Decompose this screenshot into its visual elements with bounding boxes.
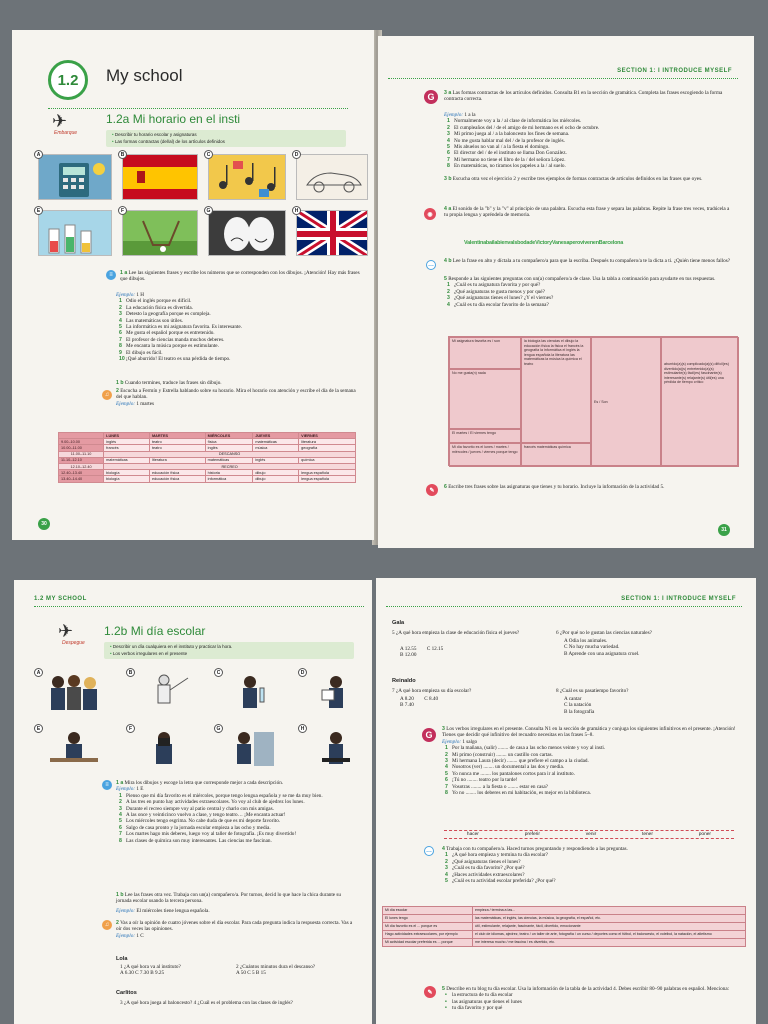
photo-label: E [34,206,43,215]
table-row-break: 11.00–11.10 DESCANSO [59,451,356,457]
divider [48,108,348,109]
list-item: 6 Salgo de casa pronto y la jornada escolar empieza a las ocho y media. [119,824,271,831]
list-item: 3 ¿Cuál es tu día favorito? ¿Por qué? [445,865,525,872]
exercise-4a: 4 a El sonido de la "b" y la "v" al principio de una palabra. Escucha esta frase y separa las palabras. Repite la frase tres veces, tradúcela a tu propia lengua y apréndela de memoria. [444,206,730,219]
grammar-icon: G [424,90,438,104]
table-row-break: 12.10–12.40 RECREO [59,463,356,469]
example-value: 1 H [136,292,144,298]
table-row: Mi día escolar empieza / termina a las... [383,907,746,915]
question-8: 8 ¿Cuál es su pasatiempo favorito? [556,688,629,694]
list-item: • las asignaturas que tienes el lunes [445,998,522,1005]
list-item: 4 Las matemáticas son útiles. [119,317,184,324]
exercise-3a: 3 a Las formas contractas de los artículos definidos. Consulta B1 en la sección de gramática. Completa las frases escogiendo la forma contracta correcta. [444,90,723,103]
photo-label: G [204,206,213,215]
carlitos-questions: 3 ¿A qué hora juega al baloncesto? 4 ¿Cuál es el problema con las clases de inglés? [120,1000,293,1006]
headphones-icon: ♫ [102,390,112,400]
photo-g-leaving-home [224,728,280,768]
list-item: 4 A las once y veinticinco vuelvo a clase, y tengo teatro… ¡Me encanta actuar! [119,812,286,819]
page-31 [378,36,754,548]
photo-label: D [298,668,307,677]
reinaldo-question-7: 7 ¿A qué hora empieza su día escolar? [392,688,472,694]
photo-label: A [34,668,43,677]
verb-box: hacer preferir venir tener poner [444,830,734,839]
gala-question-5: 5 ¿A qué hora empieza la clase de educación física el jueves? [392,630,520,636]
page-33 [376,578,756,1024]
objective-item: • Describir tu horario escolar y asignaturas [112,132,340,139]
list-item: 6 Me gusta el español porque es entretenido. [119,330,215,337]
question-options: A 12.55 C 12.15 B 12.00 [400,646,444,659]
phrase-table [382,906,746,947]
photo-label: C [214,668,223,677]
photo-g-theatre-masks [208,210,286,256]
list-item: 1 ¿A qué hora empieza y termina tu día escolar? [445,852,548,859]
photo-e-student-desk [44,728,104,768]
photo-label: D [292,150,301,159]
table-row: Hago actividades extraescolares, por ejemplo el club de idiomas, ajedrez, teatro / un taller de arte, fotografía / un curso / deportes como el fútbol, el baloncesto, el voleibol, la natación, el atletismo [383,931,746,939]
exercise-1b: 1 b Lee las frases otra vez. Trabaja con un(a) compañero/a. Por turnos, decid lo que hace la chica durante su jornada escolar usando la tercera persona. [116,892,342,905]
section-title: 1.2b Mi día escolar [104,624,206,638]
list-item: 5 Mis abuelos no van al / a la fiesta el domingo. [447,144,550,151]
list-item: 1 Odio el inglés porque es difícil. [119,298,192,305]
exercise-4: 4 Trabaja con tu compañero/a. Haced turnos preguntando y respondiendo a las preguntas. 1 ¿A qué hora empieza y termina tu día escolar? 2 ¿Qué asignaturas tienes el lunes? 3 ¿Cuál es tu día favorito? ¿Por qué? 4 ¿Haces actividades extraescolares? 5 ¿Cuál es tu actividad escolar preferida? ¿Por qué? [442,846,742,884]
exercise-5: 5 Describe en tu blog tu día escolar. Usa la información de la tabla de la actividad 4. Debes escribir 80–90 palabras en español. Menciona: • la estructura de tu día escolar • las asignaturas que tienes el lunes • tu día favorito y por qué [442,986,742,1012]
list-item: 7 El profesor de ciencias manda muchos deberes. [119,336,225,343]
question-6: 6 ¿Por qué no le gustan las ciencias naturales? [556,630,652,636]
photo-c-music [208,154,286,200]
photo-d-reading [308,672,364,712]
list-item: 3 ¿Qué asignaturas tienes el lunes? ¿Y el viernes? [447,295,554,302]
grammar-icon: G [422,728,436,742]
plane-label: Embarque [54,130,78,136]
pencil-icon: ✎ [424,986,436,998]
table-row: Mi día favorito es el ... porque es útil, estimulante, relajante, fascinante, fácil, divertido, emocionante [383,923,746,931]
list-item: 9 El dibujo es fácil. [119,349,163,356]
section-header: SECTION 1: I INTRODUCE MYSELF [621,596,736,602]
chapter-title: My school [106,66,183,85]
list-item: 2 ¿Qué asignaturas te gusta menos y por qué? [447,288,545,295]
table-row: El lunes tengo las matemáticas, el inglés, las ciencias, la música, la geografía, el español, etc. [383,915,746,923]
exercise-1a [120,270,360,283]
photo-label: B [118,150,127,159]
lola-question-1: 1 ¿A qué hora va al instituto? A 6.30 C 7.30 B 9.25 [120,964,181,977]
exercise-3b: 3 b Escucha otra vez el ejercicio 2 y escribe tres ejemplos de formas contractas de artículos definidos en las frases que oyes. [444,176,703,182]
list-item: 8 En matemáticas, no tiramos los papeles a la / al suelo. [447,163,566,170]
speech-icon: … [426,848,432,854]
plane-icon: ✈ [52,111,68,131]
table-row: 12.40–13.40 biología educación física historia dibujo lengua española [59,470,356,476]
list-item: 2 ¿Qué asignaturas tienes el lunes? [445,858,521,865]
list-item: 8 Yo no ........ los deberes en mi habitación, es mejor en la biblioteca. [445,790,591,797]
photo-h-chess [308,728,364,768]
divider [388,78,738,79]
list-item: 7 Los martes hago mis deberes, luego voy al taller de fotografía. ¡Es muy divertido! [119,831,297,838]
section-title: 1.2a Mi horario en el insti [106,112,241,126]
speaker-name: Carlitos [116,990,137,996]
photo-h-uk-flag [296,210,368,256]
headphones-icon: ♫ [102,920,112,930]
list-item: 8 Las clases de química son muy interesantes. Las ciencias me fascinan. [119,837,272,844]
section-header: 1.2 MY SCHOOL [34,596,87,602]
photo-e-science-lab [38,210,112,256]
exercise-1a: 1 a Mira los dibujos y escoge la letra que corresponde mejor a cada descripción. Ejemplo: 1 E 1 Pienso que mi día favorito es el miércoles, porque tengo lengua española y se me da muy bien. 2 A las tres en punto hay actividades extraescolares. Yo voy al club de ajedrez los lunes. 3 Durante el recreo siempre voy al patio central y charlo con mis amigas. 4 A las once y veinticinco vuelvo a clase, y tengo teatro… ¡Me encanta actuar! 5 Los miércoles tengo esgrima. No cabe duda de que es mi deporte favorito. 6 Salgo de casa pronto y la jornada escolar empieza a las ocho y media. 7 Los martes hago mis deberes, luego voy al taller de fotografía. ¡Es muy divertido! 8 Las clases de química son muy interesantes. Las ciencias me fascinan. [116,780,356,844]
list-item: 2 A las tres en punto hay actividades extraescolares. Yo voy al club de ajedrez los lunes. [119,799,305,806]
question-options: A cantar C la natación B la fotografía [564,696,595,715]
divider [386,606,742,607]
table-row: 10.00–11.00 francés teatro inglés música geografía [59,445,356,451]
section-header: SECTION 1: I INTRODUCE MYSELF [617,68,732,74]
photo-label: G [214,724,223,733]
exercise-2: 2 Vas a oír la opinión de cuatro jóvenes sobre el día escolar. Para cada pregunta indica la respuesta correcta. Vas a oír dos veces las opiniones. Ejemplo: 1 C [116,920,353,939]
photo-label: H [298,724,307,733]
speech-icon: … [428,262,434,268]
chapter-badge: 1.2 [48,60,88,100]
photo-b-spain-flag [122,154,198,200]
timetable [58,432,356,483]
list-item: 7 Vosotras ........ a la fiesta o ........ estar en casa? [445,783,548,790]
objectives-box: • Describir un día cualquiera en el instituto y practicar la hora. • Los verbos irregulares en el presente [104,642,354,659]
sound-strip: ValentinabailabienvalsbodadeVictoryVanesaperovivenenBarcelona [464,240,624,246]
table-row: Mi actividad escolar preferida es ... porque me interesa mucho / me fascina / es divertido, etc. [383,939,746,947]
page-32 [14,580,372,1024]
exercise-1b-example: Ejemplo: El miércoles tiene lengua española. [116,908,210,914]
exercise-instruction: Lee las siguientes frases y escribe los números que se corresponden con los dibujos. ¡Atención! Hay más frases que dibujos. [120,270,360,283]
speaker-name: Lola [116,956,128,962]
photo-c-chemistry [224,672,280,712]
list-item: 7 Mi hermano no tiene el libro de la / del señora López. [447,156,566,163]
lola-question-2: 2 ¿Cuántos minutos dura el descanso? A 50 C 5 B 15 [236,964,316,977]
list-item: 4 ¿Cuál es tu día escolar favorito de la semana? [447,301,549,308]
speaker-name: Gala [392,620,405,626]
photo-a-calculator [38,154,112,200]
table-row: 13.40–14.40 biología educación física informática dibujo lengua española [59,476,356,482]
list-item: 5 Yo nunca me ........ los pantalones cortos para ir al instituto. [445,770,575,777]
speaker-name: Reinaldo [392,678,416,684]
list-item: 1 Normalmente voy a la / al clase de informática los miércoles. [447,118,582,125]
photo-a-girls-chatting [44,672,104,712]
list-item: 3 Mi primo juega al / a la baloncesto los fines de semana. [447,131,570,138]
photo-f-camera [136,728,192,768]
sound-icon: ◉ [424,208,436,220]
list-item: 8 Me encanta la música porque es estimulante. [119,343,219,350]
list-item: 5 Los miércoles tengo esgrima. No cabe duda de que es mi deporte favorito. [119,818,281,825]
exercise-5: 5 Responde a las siguientes preguntas con un(a) compañero/a de clase. Usa la tabla a continuación para ayudarte en tus respuestas. 1 ¿Cuál es tu asignatura favorita y por qué? 2 ¿Qué asignaturas te gusta menos y por qué? 3 ¿Qué asignaturas tienes el lunes? ¿Y el viernes? 4 ¿Cuál es tu día escolar favorito de la semana? [444,276,734,308]
bottom-spread [0,556,768,1024]
exercise-2: 2 Escucha a Fermín y Estrella hablando sobre su horario. Mira el horario con atención y escribe el día de la semana del que hablan. Ejemplo: 1 martes [116,388,356,407]
photo-f-hockey [122,210,198,256]
book-icon: ≡ [106,270,116,280]
exercise-3a-list: Ejemplo: 1 a la 1 Normalmente voy a la / al clase de informática los miércoles. 2 El cumpleaños del / de el amigo de mi hermano es el ocho de octubre. 3 Mi primo juega al / a la baloncesto los fines de semana. 4 No me gusta hablar mal del / de la profesor de inglés. 5 Mis abuelos no van al / a la fiesta el domingo. 6 El director del / de el instituto se llama Don González. 7 Mi hermano no tiene el libro de la / del señora López. 8 En matemáticas, no tiramos los papeles a la / al suelo. [444,112,734,170]
question-options: A Odia los animales. C No hay mucha variedad. B Aprende con una asignatura cruel. [564,638,640,657]
objective-item: • Las formas contractas (del/al) de los artículos definidos [112,139,340,146]
list-item: 1 Por la mañana, (salir) ........ de casa a las ocho menos veinte y voy al insti. [445,745,606,752]
exercise-6: 6 Escribe tres frases sobre las asignaturas que tienes y tu horario. Incluye la información de la actividad 5. [444,484,665,490]
photo-b-fencing [136,672,192,712]
list-item: • tu día favorito y por qué [445,1005,503,1012]
objectives-box [106,130,346,147]
photo-label: F [126,724,135,733]
list-item: 10 ¡Qué aburrido! El teatro es una pérdida de tiempo. [119,356,231,363]
book-icon: ≡ [102,780,112,790]
list-item: 6 ¡Tú no ........ teatro por la tarde! [445,777,518,784]
list-item: 3 Detesto la geografía porque es compleja. [119,311,211,318]
plane-label: Despegue [62,640,85,646]
page-30 [12,30,374,540]
table-row: 11.10–12.10 matemáticas literatura matemáticas inglés química [59,457,356,463]
photo-label: B [126,668,135,677]
page-number: 30 [38,518,50,530]
example-label: Ejemplo: [116,292,136,298]
list-item: 2 El cumpleaños del / de el amigo de mi hermano es el ocho de octubre. [447,124,600,131]
exercise-1a-list [116,292,356,362]
list-item: 3 Durante el recreo siempre voy al patio central y charlo con mis amigas. [119,805,274,812]
plane-icon: ✈ [58,621,74,641]
page-number: 31 [718,524,730,536]
list-item: 6 El director del / de el instituto se llama Don González. [447,150,567,157]
list-item: 4 No me gusta hablar mal del / de la profesor de inglés. [447,137,565,144]
exercise-1b: 1 b Cuando termines, traduce las frases sin dibujo. [116,380,222,386]
list-item: 4 Nosotros (ver) ........ un documental a las dos y media. [445,764,565,771]
exercise-number: 1 a [120,270,128,276]
exercise-4b: 4 b Lee la frase en alto y díctala a tu compañero/a para que la escriba. Después tu compañero/a te la dicta a ti. ¿Quién tiene menos fallos? [444,258,731,264]
photo-label: E [34,724,43,733]
list-item: 5 ¿Cuál es tu actividad escolar preferida? ¿Por qué? [445,878,556,885]
pencil-icon: ✎ [426,484,438,496]
photo-d-car-drawing [296,154,368,200]
list-item: 1 ¿Cuál es tu asignatura favorita y por qué? [447,282,541,289]
photo-label: H [292,206,301,215]
list-item: 2 La educación física es divertida. [119,304,193,311]
list-item: 3 Mi hermana Laura (decir) ........ que prefiere el campo a la ciudad. [445,758,589,765]
photo-label: F [118,206,127,215]
timetable-header-row: LUNES MARTES MIÉRCOLES JUEVES VIERNES [59,433,356,439]
photo-label: A [34,150,43,159]
list-item: 4 ¿Haces actividades extraescolares? [445,871,525,878]
photo-label: C [204,150,213,159]
list-item: 5 La informática es mi asignatura favorita. Es interesante. [119,324,242,331]
phrase-table: Mi asignatura favorita es / son No me gusta(n) nada El martes / El viernes tengo Mi día favorito es el lunes / martes / miércoles / jueves / viernes porque tengo la biología las ciencias el dibujo la educación física la física el francés la geografía la informática el inglés la lengua española la literatura las matemáticas la música la química el teatro francés matemáticas química Es / Son aburrido(a)(s) complicado(a)(s) difícil(es) divertido(a)(s) entretenido(a)(s) estimulante(s) fácil(es) fascinante(s) interesante(s) relajante(s) útil(es) una pérdida de tiempo crítico [448,336,738,466]
question-options: A 8.20 C 8.40 B 7.40 [400,696,439,709]
list-item: 2 Mi primo (construir) ........ un castillo con cartas. [445,751,553,758]
divider [34,606,364,607]
list-item: • la estructura de tu día escolar [445,992,513,999]
exercise-3: 3 Los verbos irregulares en el presente. Consulta N1 en la sección de gramática y conjuga los siguientes infinitivos en el presente. ¡Atención! Tienes que decidir qué infinitivo del recuadro necesitas en las frases 5–8. Ejemplo: 1 salgo 1 Por la mañana, (salir) ........ de casa a las ocho menos veinte y voy al insti. 2 Mi primo (construir) ........ un castillo con cartas. 3 Mi hermana Laura (decir) ........ que prefiere el campo a la ciudad. 4 Nosotros (ver) ........ un documental a las dos y media. 5 Yo nunca me ........ los pantalones cortos para ir al instituto. 6 ¡Tú no ........ teatro por la tarde! 7 Vosotras ........ a la fiesta o ........ estar en casa? 8 Yo no ........ los deberes en mi habitación, es mejor en la biblioteca. [442,726,742,796]
list-item: 1 Pienso que mi día favorito es el miércoles, porque tengo lengua española y se me da muy bien. [119,792,323,799]
table-row: 9.00–10.00 inglés teatro física matemáticas literatura [59,439,356,445]
